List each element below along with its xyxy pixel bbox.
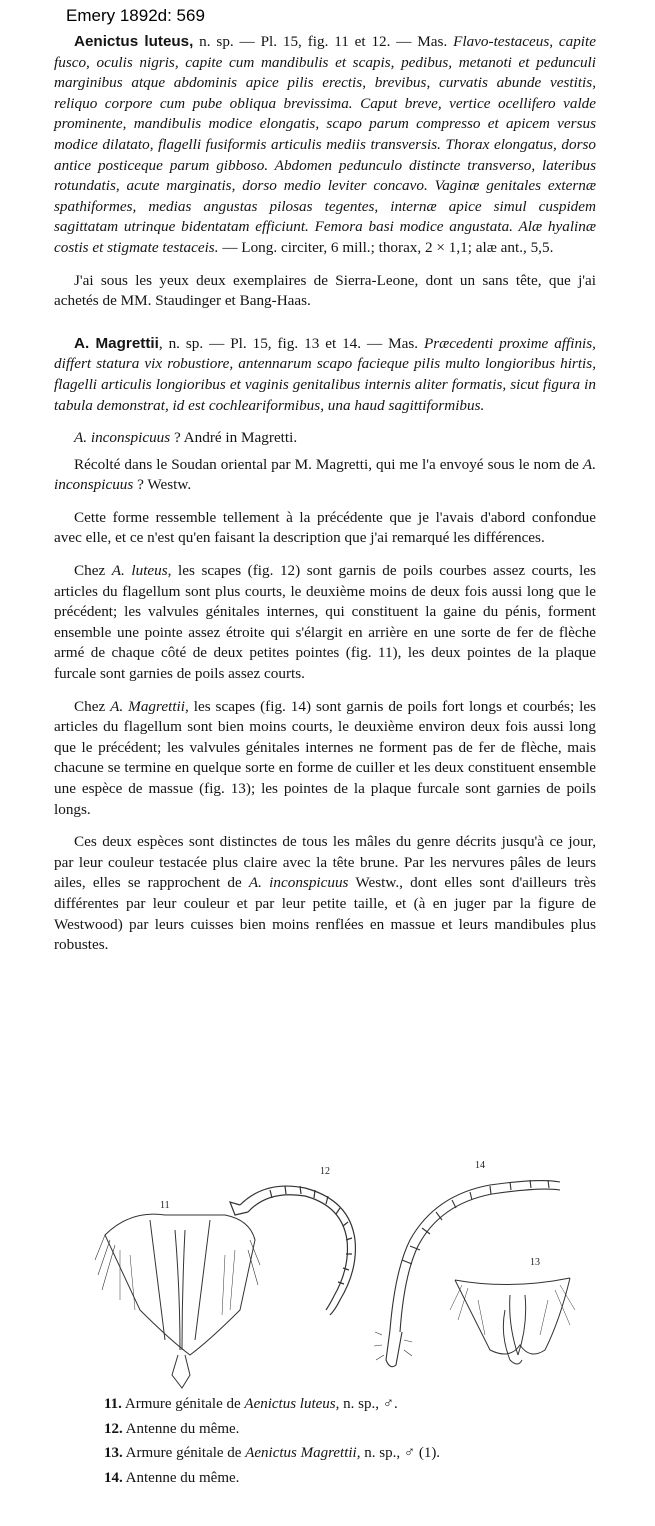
paragraph-sierra-leone: J'ai sous les yeux deux exemplaires de Sierra-Leone, dont un sans tête, que j'ai achetés de MM. Staudinger et Bang-Haas. [54,271,596,310]
caption-14: 14. Antenne du même. [104,1469,240,1486]
figure-13-label: 13 [530,1257,540,1268]
figure-12-drawing [230,1166,355,1315]
paragraph-cette-forme: Cette forme ressemble tellement à la précédente que je l'avais d'abord confondue avec elle, et ce n'est qu'en faisant la description que j'ai remarqué les différences. [54,508,596,547]
citation-header: Emery 1892d: 569 [66,6,205,25]
paragraph-ces-deux: Ces deux espèces sont distinctes de tous les mâles du genre décrits jusqu'à ce jour, par leur couleur testacée plus claire avec la tête brune. Par les nervures pâles de leurs ailes, elles se rapprochent de A. inconspicuus Westw., dont elles sont d'ailleurs très différentes par leur couleur et par leur petite taille, et (à en juger par la figure de Westwood) par leurs cuisses bien moins renflées en massue et leurs mandibules plus robustes. [54,833,596,954]
caption-13: 13. Armure génitale de Aenictus Magrettii, n. sp., ♂ (1). [104,1445,441,1461]
species-luteus-ref: n. sp. — Pl. 15, fig. 11 et 12. — Mas. [193,33,454,50]
species-magrettii-latin: Præcedenti proxime affinis, differt statura vix robustiore, antennarum scapo facieque pilis multo longioribus hirtis, flagelli articulis longioribus et vaginis genitalibus internis aliter formatis, sicut figura in tabula demonstrat, id est cochleariformibus, una haud sagittiformibus. [54,334,596,414]
paragraph-recolte: Récolté dans le Soudan oriental par M. Magretti, qui me l'a envoyé sous le nom de A. inconspicuus ? Westw. [54,455,596,494]
species-magrettii-description [54,334,596,416]
species-name-magrettii: A. Magrettii [74,334,159,352]
species-luteus-description [54,32,596,259]
figure-12-label: 12 [320,1166,330,1177]
figure-plate [90,1160,610,1390]
figure-drawings [90,1160,610,1390]
caption-11: 11. Armure génitale de Aenictus luteus, n. sp., ♂. [104,1396,398,1412]
species-name-luteus: Aenictus luteus, [74,33,194,50]
synonym-line: A. inconspicuus ? André in Magretti. [74,429,298,447]
figure-14-label: 14 [475,1160,485,1171]
figure-captions [104,1392,440,1490]
paragraph-chez-magrettii: Chez A. Magrettii, les scapes (fig. 14) sont garnis de poils fort longs et courbés; les articles du flagellum sont bien moins courts, le deuxième environ deux fois aussi long que le précédent; les valvules génitales internes ne forment pas de fer de flèche, mais chacune se termine en quelque sorte en forme de cuiller et les deux constituent ensemble une espèce de massue (fig. 13); les pointes de la plaque furcale sont garnies de poils longs. [54,697,596,818]
figure-13-drawing [450,1257,575,1364]
caption-12: 12. Antenne du même. [104,1420,240,1437]
figure-11-drawing [95,1200,260,1388]
species-luteus-latin: Flavo-testaceus, capite fusco, oculis nigris, capite cum mandibulis et scapis, pedibus, metanoti et pedunculi marginibus atque abdominis apice pilis erectis, brevibus, curvatis abunde vestitis, reliquo corpore cum pube obliqua brevissima. Caput breve, vertice ocellifero valde prominente, mandibulis modice elongatis, scapo parum compresso et apicem versus modice dilatato, flagelli fusiformis articulis mediis transversis. Thorax elongatus, dorso antice posticeque parum gibboso. Abdomen pedunculo distincte transverso, lateribus rotundatis, acute marginatis, dorso medio leviter concavo. Vaginæ genitales externæ spathiformes, medias angustas pilosas tegentes, internæ apice simul cuspidem sagittatam utrinque bidentatam efficiunt. Femora basi modice angustata. Alæ hyalinæ costis et stigmate testaceis. [54,33,596,256]
species-luteus-measure: — Long. circiter, 6 mill.; thorax, 2 × 1,1; alæ ant., 5,5. [218,238,554,256]
paragraph-chez-luteus: Chez A. luteus, les scapes (fig. 12) sont garnis de poils courbes assez courts, les articles du flagellum sont plus courts, le deuxième moins de deux fois aussi long que le précédent; les valvules génitales internes, qui constituent la gaine du pénis, forment ensemble une pointe assez étroite qui s'élargit en arrière en une sorte de fer de flèche armé de chaque côté de deux petites pointes (fig. 11), les deux pointes de la plaque furcale sont garnies de poils assez courts. [54,562,596,683]
figure-11-label: 11 [160,1200,170,1211]
species-magrettii-ref: , n. sp. — Pl. 15, fig. 13 et 14. — Mas. [158,334,424,352]
body-text [54,32,596,968]
